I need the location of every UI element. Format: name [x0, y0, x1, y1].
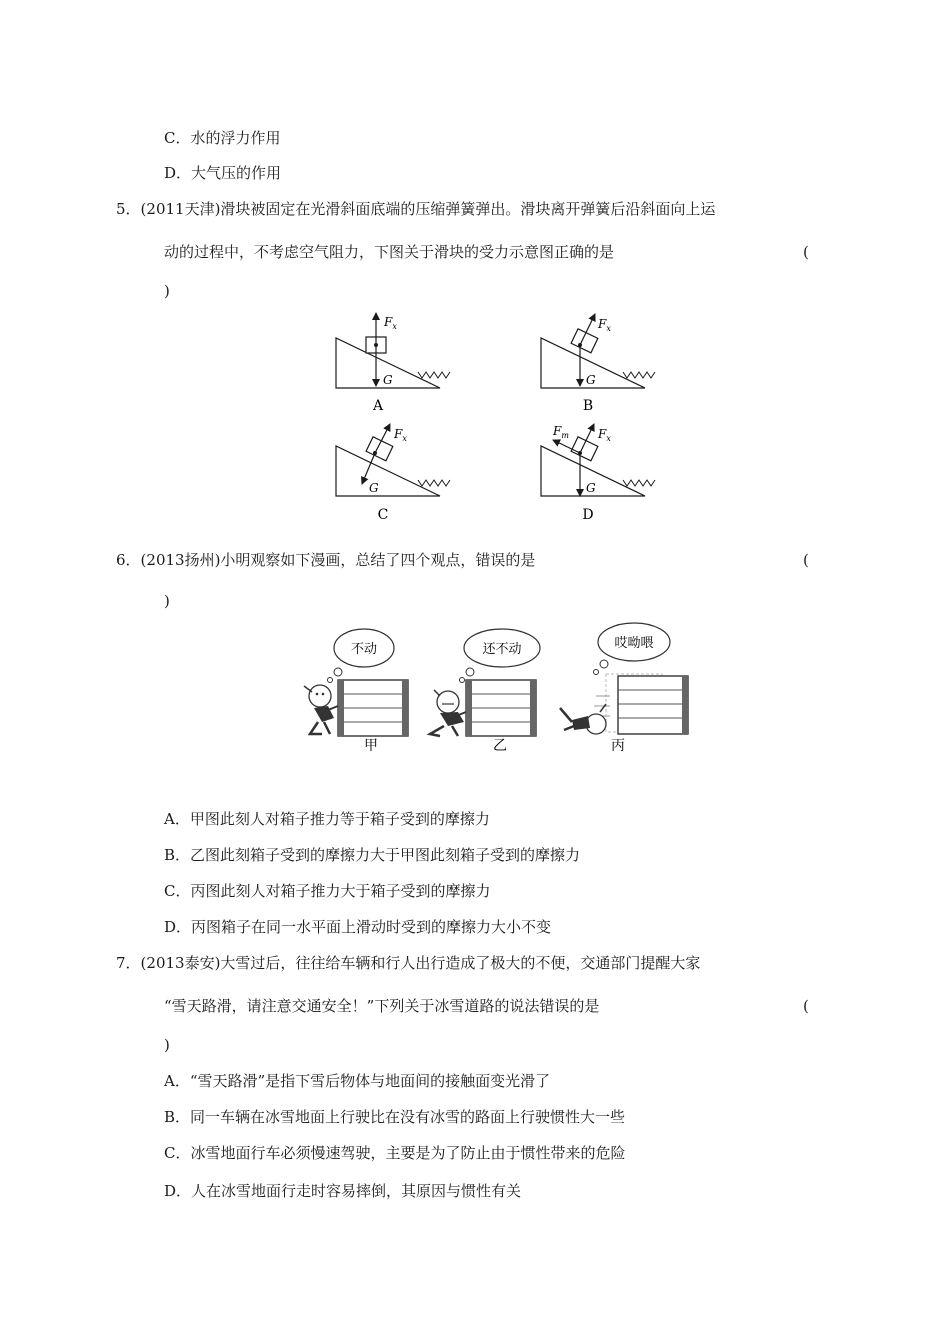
- svg-text:Fx: [393, 427, 407, 443]
- b-fx-sub: x: [606, 324, 611, 333]
- b-fx-force: F: [598, 317, 607, 331]
- q6-option-c: C．丙图此刻人对箱子推力大于箱子受到的摩擦力: [164, 882, 491, 900]
- q4-option-d: D．大气压的作用: [164, 164, 282, 182]
- c-gravity-label: G: [369, 481, 379, 495]
- d-fm-force: F: [553, 424, 562, 438]
- wooden-crate-icon: [466, 680, 536, 736]
- a-gravity-label: G: [383, 373, 393, 387]
- q7-answer-paren-open: (: [803, 997, 809, 1015]
- svg-text:Fm: [552, 424, 569, 440]
- q7-option-b: B．同一车辆在冰雪地面上行驶比在没有冰雪的路面上行驶惯性大一些: [164, 1108, 626, 1126]
- d-gravity-label: G: [586, 481, 596, 495]
- boy-falling-icon: [560, 704, 606, 734]
- panel-label-bing: 丙: [611, 738, 625, 754]
- d-fm-sub: m: [561, 431, 569, 440]
- c-fx-force: F: [394, 427, 403, 441]
- q5-figure-label-d: D: [582, 507, 594, 523]
- bubble-yi: 还不动: [482, 642, 522, 657]
- q6-option-d: D．丙图箱子在同一水平面上滑动时受到的摩擦力大小不变: [164, 918, 552, 936]
- sliding-crate-icon: [594, 674, 688, 734]
- q5-figure-label-a: A: [372, 398, 384, 414]
- a-fx-sub: x: [392, 322, 397, 331]
- q5-diagram-b: [541, 314, 655, 414]
- d-fx-sub: x: [606, 434, 611, 443]
- cartoon-panel-jia: [304, 629, 408, 754]
- cartoon-panel-bing: [560, 623, 688, 754]
- boy-pushing-icon: [304, 685, 338, 734]
- c-fx-sub: x: [402, 434, 407, 443]
- q5-diagram-d: [541, 424, 655, 523]
- bubble-jia: 不动: [350, 642, 378, 657]
- svg-text:Fx: [383, 315, 397, 331]
- q6-answer-paren-close: ): [164, 592, 170, 610]
- q5-diagram-c: [336, 424, 450, 523]
- panel-label-yi: 乙: [493, 738, 507, 754]
- bubble-bing: 哎呦喂: [614, 636, 654, 651]
- q5-answer-paren-close: ): [164, 282, 170, 300]
- q7-stem-line1: 7．(2013泰安)大雪过后，往往给车辆和行人出行造成了极大的不便，交通部门提醒大家: [116, 954, 701, 972]
- q7-answer-paren-close: ): [164, 1036, 170, 1054]
- q5-figure-label-c: C: [377, 507, 389, 523]
- q4-option-c: C．水的浮力作用: [164, 129, 281, 147]
- q6-option-b: B．乙图此刻箱子受到的摩擦力大于甲图此刻箱子受到的摩擦力: [164, 846, 581, 864]
- q6-stem-line1: 6．(2013扬州)小明观察如下漫画，总结了四个观点，错误的是: [116, 551, 536, 569]
- q6-option-a: A．甲图此刻人对箱子推力等于箱子受到的摩擦力: [164, 810, 490, 828]
- q7-option-a: A．“雪天路滑”是指下雪后物体与地面间的接触面变光滑了: [164, 1072, 551, 1090]
- q7-option-d: D．人在冰雪地面行走时容易摔倒，其原因与惯性有关: [164, 1182, 522, 1200]
- q5-figure-label-b: B: [582, 398, 594, 414]
- svg-text:Fx: [597, 427, 611, 443]
- panel-label-jia: 甲: [364, 738, 378, 754]
- q5-diagram-a: [336, 313, 450, 414]
- boy-straining-icon: [430, 690, 466, 736]
- cartoon-panel-yi: [430, 629, 540, 754]
- q7-stem-line2: “雪天路滑，请注意交通安全！”下列关于冰雪道路的说法错误的是: [164, 997, 600, 1015]
- b-gravity-label: G: [586, 373, 596, 387]
- q5-answer-paren-open: (: [803, 243, 809, 261]
- wooden-crate-icon: [338, 680, 408, 736]
- q5-stem-line1: 5．(2011天津)滑块被固定在光滑斜面底端的压缩弹簧弹出。滑块离开弹簧后沿斜面向上运: [116, 200, 716, 218]
- q6-cartoon: [0, 612, 950, 762]
- q6-answer-paren-open: (: [803, 551, 809, 569]
- a-fx-force: F: [384, 315, 393, 329]
- q5-stem-line2: 动的过程中，不考虑空气阻力，下图关于滑块的受力示意图正确的是: [164, 243, 615, 261]
- q5-force-diagrams: [0, 308, 950, 528]
- d-fx-force: F: [598, 427, 607, 441]
- q7-option-c: C．冰雪地面行车必须慢速驾驶，主要是为了防止由于惯性带来的危险: [164, 1144, 626, 1162]
- svg-text:Fx: [597, 317, 611, 333]
